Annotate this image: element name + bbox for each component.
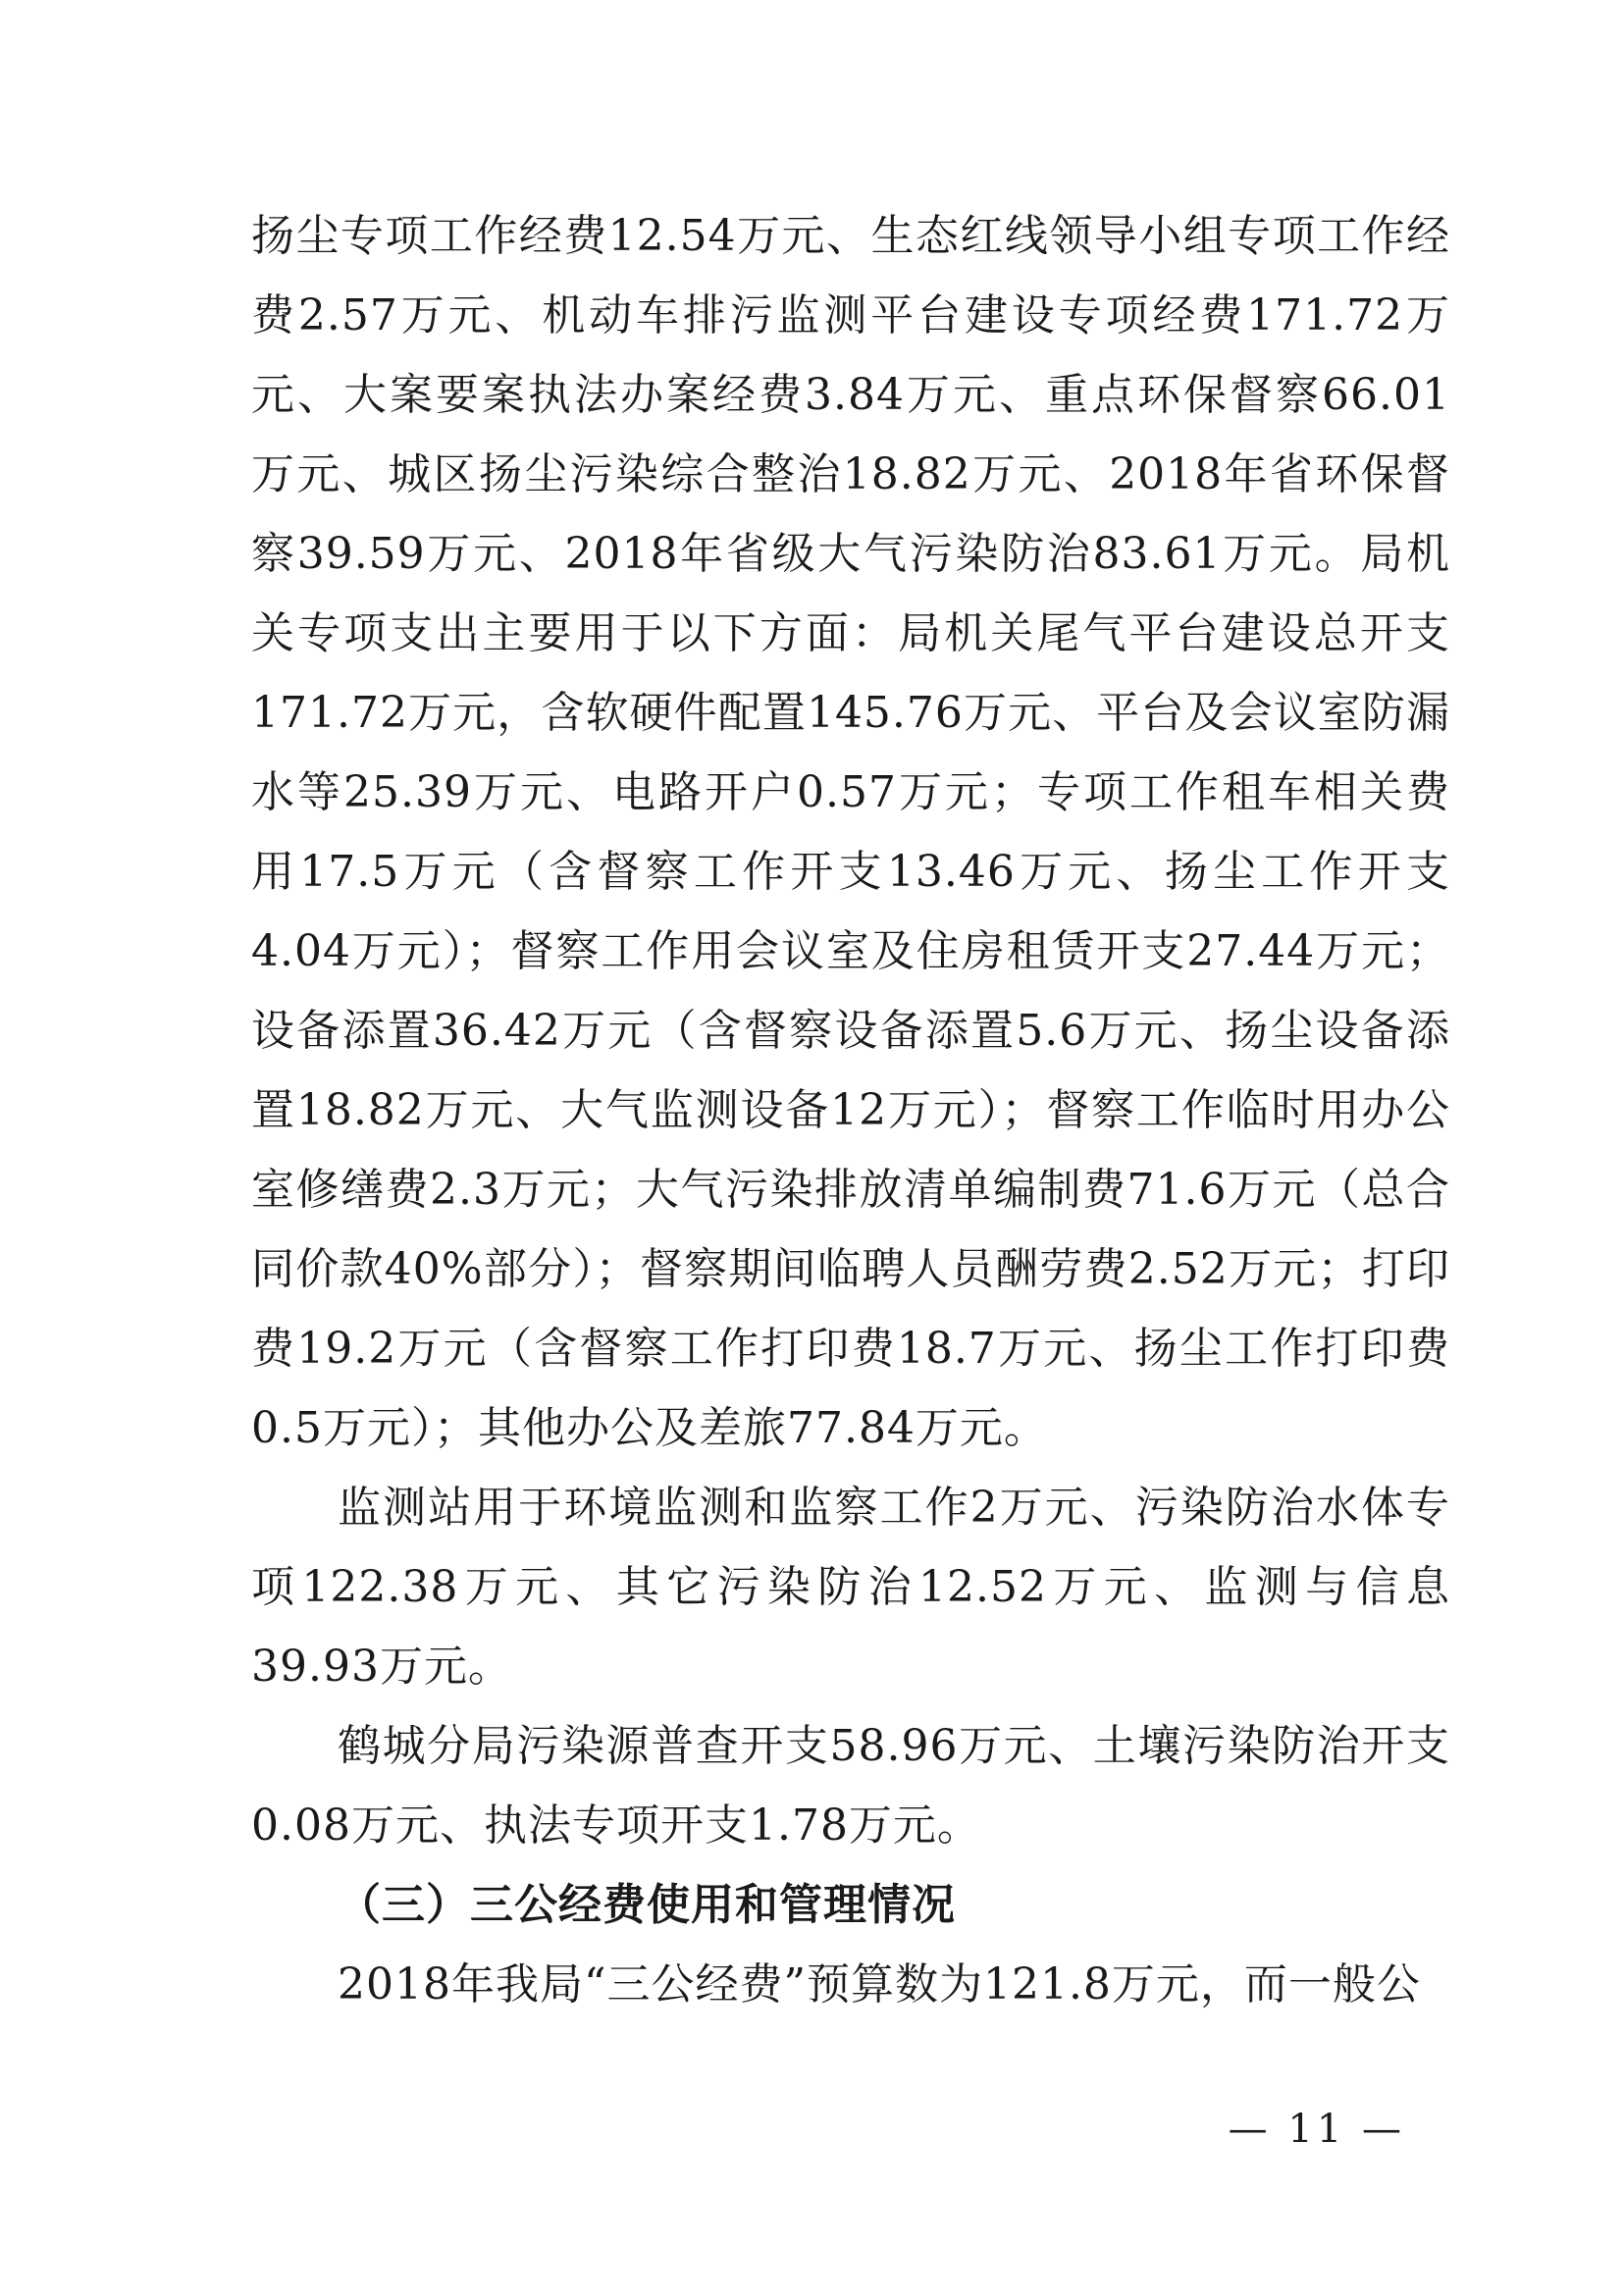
paragraph-three-public-expenses: 2018年我局“三公经费”预算数为121.8万元，而一般公 bbox=[338, 1959, 1421, 2009]
paragraph-hecheng-branch: 鹤城分局污染源普查开支58.96万元、土壤污染防治开支0.08万元、执法专项开支1.78万元。 bbox=[251, 1721, 1450, 1851]
paragraph-special-expenses: 扬尘专项工作经费12.54万元、生态红线领导小组专项工作经费2.57万元、机动车排污监测平台建设专项经费171.72万元、大案要案执法办案经费3.84万元、重点环保督察66.01万元、城区扬尘污染综合整治18.82万元、2018年省环保督察39.59万元、2018年省级大气污染防治83.61万元。局机关专项支出主要用于以下方面：局机关尾气平台建设总开支171.72万元，含软硬件配置145.76万元、平台及会议室防漏水等25.39万元、电路开户0.57万元；专项工作租车相关费用17.5万元（含督察工作开支13.46万元、扬尘工作开支4.04万元）；督察工作用会议室及住房租赁开支27.44万元；设备添置36.42万元（含督察设备添置5.6万元、扬尘设备添置18.82万元、大气监测设备12万元）；督察工作临时用办公室修缮费2.3万元；大气污染排放清单编制费71.6万元（总合同价款40%部分）；督察期间临聘人员酬劳费2.52万元；打印费19.2万元（含督察工作打印费18.7万元、扬尘工作打印费0.5万元）；其他办公及差旅77.84万元。 bbox=[251, 211, 1450, 1453]
page-number: — 11 — bbox=[1228, 2107, 1405, 2152]
paragraph-monitoring-station: 监测站用于环境监测和监察工作2万元、污染防治水体专项122.38万元、其它污染防治12.52万元、监测与信息39.93万元。 bbox=[251, 1483, 1450, 1692]
section-heading: （三）三公经费使用和管理情况 bbox=[338, 1880, 956, 1930]
document-body bbox=[251, 196, 1450, 2024]
